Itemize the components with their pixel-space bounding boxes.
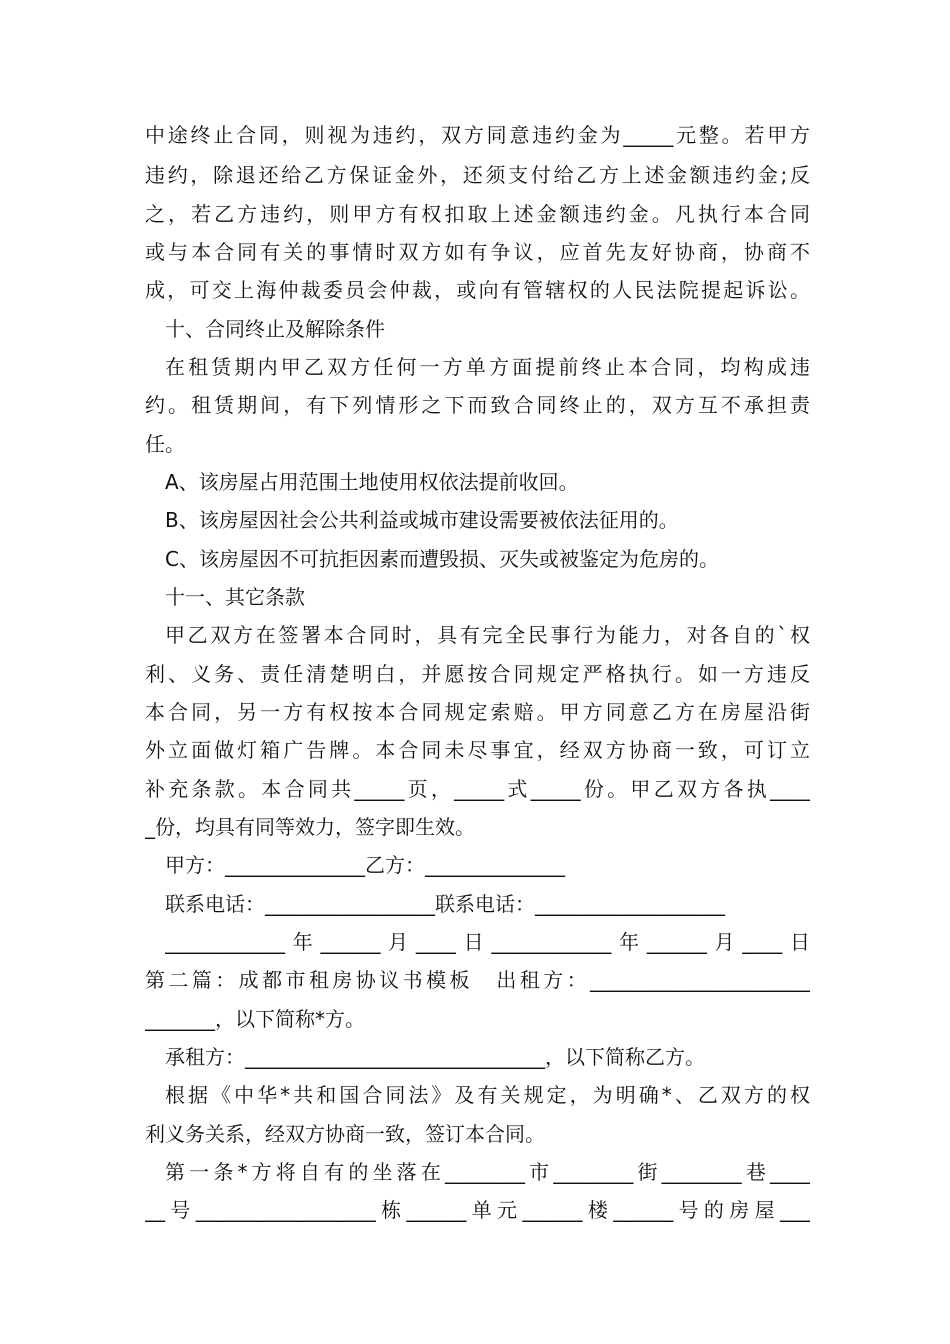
text-line: 根据《中华*共和国合同法》及有关规定，为明确*、乙双方的权	[165, 1083, 810, 1107]
list-item: B、该房屋因社会公共利益或城市建设需要被依法征用的。	[165, 508, 679, 532]
text-line: 承租方：______________________________，以下简称乙方。	[165, 1045, 705, 1069]
signature-line: 甲方：______________乙方：______________	[165, 853, 565, 877]
text-line: 补充条款。本合同共_____页，_____式_____份。甲乙双方各执____	[145, 777, 810, 801]
text-line: 或与本合同有关的事情时双方如有争议，应首先友好协商，协商不	[145, 240, 810, 264]
text-line: 在租赁期内甲乙双方任何一方单方面提前终止本合同，均构成违	[165, 355, 810, 379]
text-line: 任。	[145, 432, 185, 456]
text-line: 甲乙双方在签署本合同时，具有完全民事行为能力，对各自的`权	[165, 623, 810, 647]
section-heading: 十、合同终止及解除条件	[165, 317, 385, 341]
part-heading: 第二篇：成都市租房协议书模板 出租方：______________________	[145, 968, 810, 992]
list-item: A、该房屋占用范围土地使用权依法提前收回。	[165, 470, 579, 494]
section-heading: 十一、其它条款	[165, 585, 305, 609]
text-line: __号__________________栋______单元______楼______号的房屋___	[145, 1198, 810, 1222]
text-line: 第一条*方将自有的坐落在________市________街________巷____	[165, 1160, 810, 1184]
text-line: _份，均具有同等效力，签字即生效。	[145, 815, 475, 839]
text-line: 约。租赁期间，有下列情形之下而致合同终止的，双方互不承担责	[145, 393, 810, 417]
text-line: 本合同，另一方有权按本合同规定索赔。甲方同意乙方在房屋沿街	[145, 700, 810, 724]
text-line: 之，若乙方违约，则甲方有权扣取上述金额违约金。凡执行本合同	[145, 202, 810, 226]
text-line: 利义务关系，经双方协商一致，签订本合同。	[145, 1122, 545, 1146]
text-line: 违约，除退还给乙方保证金外，还须支付给乙方上述金额违约金;反	[145, 163, 810, 187]
date-line: ____________年______月____日____________年______月____日	[165, 930, 810, 954]
text-line: 成，可交上海仲裁委员会仲裁，或向有管辖权的人民法院提起诉讼。	[145, 278, 810, 302]
text-line: 外立面做灯箱广告牌。本合同未尽事宜，经双方协商一致，可订立	[145, 738, 810, 762]
text-line: 利、义务、责任清楚明白，并愿按合同规定严格执行。如一方违反	[145, 662, 810, 686]
list-item: C、该房屋因不可抗拒因素而遭毁损、灭失或被鉴定为危房的。	[165, 547, 719, 571]
text-line: _______，以下简称*方。	[145, 1007, 365, 1031]
contact-line: 联系电话：_________________联系电话：___________________	[165, 892, 725, 916]
text-line: 中途终止合同，则视为违约，双方同意违约金为_____元整。若甲方	[145, 123, 810, 147]
